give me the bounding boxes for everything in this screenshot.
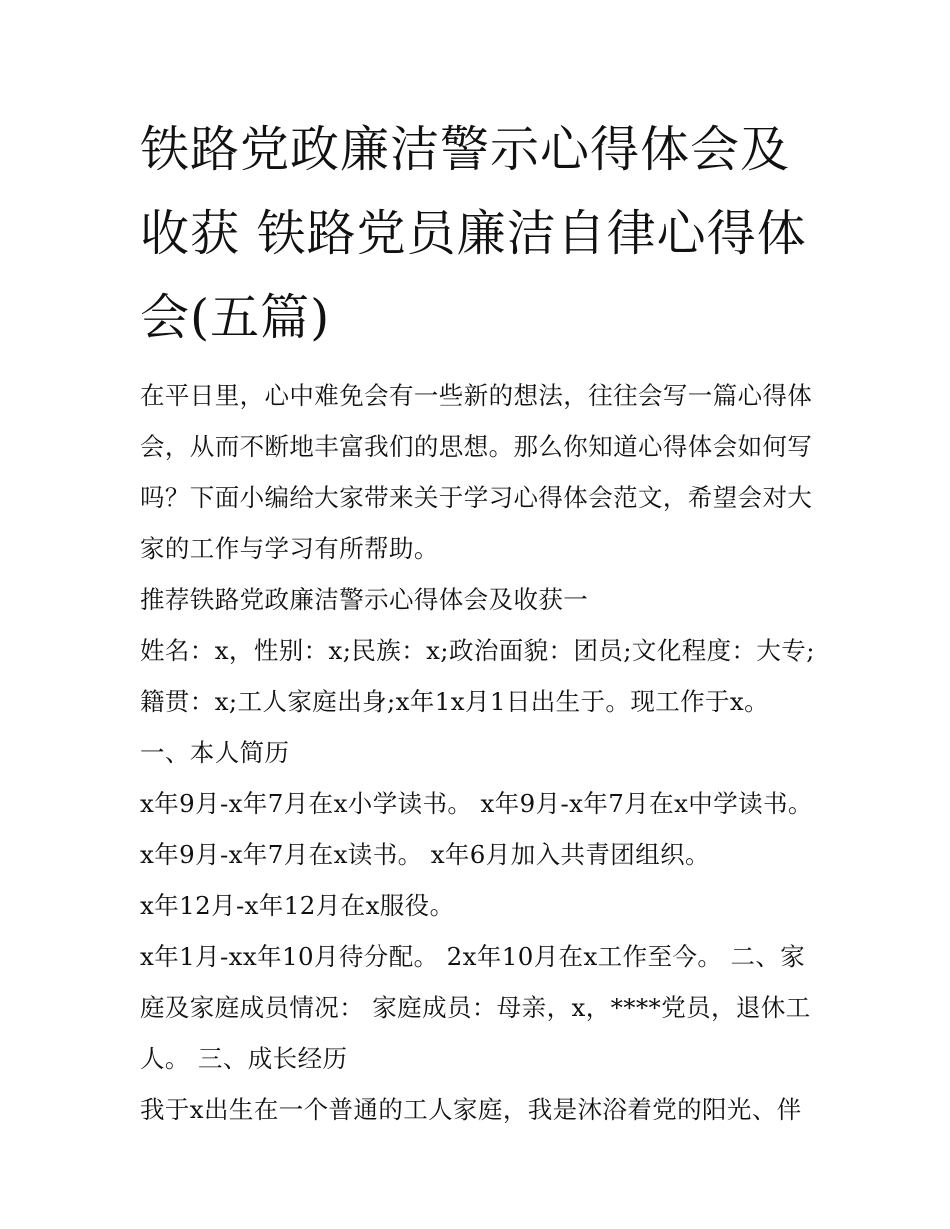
section-heading-resume: 一、本人简历 <box>140 738 290 767</box>
document-page <box>140 108 820 1135</box>
work-family-paragraph: x年1月-xx年10月待分配。 2x年10月在x工作至今。 二、家庭及家庭成员情况： 家庭成员：母亲，x，****党员，退休工人。 三、成长经历 <box>140 942 811 1073</box>
personal-info-paragraph: 姓名：x，性别：x;民族：x;政治面貌：团员;文化程度：大专;籍贯：x;工人家庭出身;x年1x月1日出生于。现工作于x。 <box>140 636 815 716</box>
growth-paragraph: 我于x出生在一个普通的工人家庭，我是沐浴着党的阳光、伴 <box>140 1095 802 1124</box>
document-title: 铁路党政廉洁警示心得体会及收获 铁路党员廉洁自律心得体会(五篇) <box>140 121 807 346</box>
intro-paragraph: 在平日里，心中难免会有一些新的想法，往往会写一篇心得体会，从而不断地丰富我们的思想。那么你知道心得体会如何写吗？下面小编给大家带来关于学习心得体会范文，希望会对大家的工作与学习有所帮助。 <box>140 381 813 563</box>
section-heading-recommend: 推荐铁路党政廉洁警示心得体会及收获一 <box>140 585 589 614</box>
service-paragraph: x年12月-x年12月在x服役。 <box>140 891 455 920</box>
education-paragraph: x年9月-x年7月在x小学读书。 x年9月-x年7月在x中学读书。 x年9月-x年7月在x读书。 x年6月加入共青团组织。 <box>140 789 813 869</box>
